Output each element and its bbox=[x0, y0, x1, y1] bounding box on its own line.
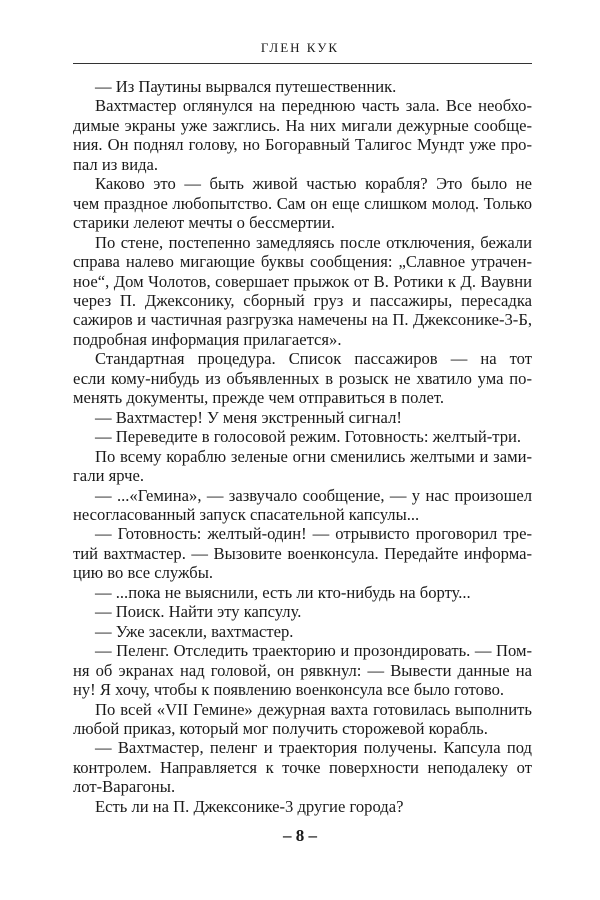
paragraph bbox=[73, 738, 532, 796]
text-line: — Готовность: желтый-один! — отрывисто проговорил тре- bbox=[95, 524, 532, 544]
text-line: старики лелеют мечты о бессмертии. bbox=[73, 213, 335, 233]
text-line: — Вахтмастер! У меня экстренный сигнал! bbox=[95, 407, 402, 427]
text-line: Каково это — быть живой частью корабля? Это было не bbox=[95, 174, 532, 194]
text-line: — Пеленг. Отследить траекторию и прозондировать. — Пом- bbox=[95, 641, 532, 661]
paragraph bbox=[73, 700, 532, 739]
text-line: — ...пока не выяснили, есть ли кто-нибудь на борту... bbox=[95, 582, 471, 602]
text-line: пал из вида. bbox=[73, 154, 159, 174]
text-line: справа налево мигающие буквы сообщения: „Славное утрачен- bbox=[73, 252, 532, 272]
text-line: По стене, постепенно замедляясь после отключения, бежали bbox=[95, 232, 532, 252]
text-line: — Уже засекли, вахтмастер. bbox=[95, 621, 294, 641]
text-line: тий вахтмастер. — Вызовите военконсула. Передайте информа- bbox=[73, 543, 532, 563]
text-line: Стандартная процедура. Список пассажиров — на тот bbox=[95, 349, 532, 369]
text-line: цию во все службы. bbox=[73, 563, 214, 583]
text-line: ну! Я хочу, чтобы к появлению военконсула все было готово. bbox=[73, 680, 505, 700]
text-line: Есть ли на П. Джексонике-3 другие города? bbox=[95, 796, 404, 816]
running-header: ГЛЕН КУК bbox=[260, 40, 340, 55]
paragraph bbox=[73, 96, 532, 174]
text-line: — Переведите в голосовой режим. Готовность: желтый-три. bbox=[95, 427, 522, 447]
text-line: чем праздное любопытство. Сам он еще слишком молод. Только bbox=[73, 193, 532, 213]
text-line: — ...«Гемина», — зазвучало сообщение, — у нас произошел bbox=[95, 485, 532, 505]
paragraph bbox=[73, 174, 532, 232]
text-line: сажиров и частичная разгрузка намечены на П. Джексонике-3-Б, bbox=[73, 310, 532, 330]
text-line: гали ярче. bbox=[73, 466, 145, 486]
paragraph bbox=[73, 349, 532, 407]
paragraph bbox=[73, 408, 532, 427]
text-line: — Из Паутины вырвался путешественник. bbox=[95, 77, 397, 96]
text-line: — Поиск. Найти эту капсулу. bbox=[95, 602, 302, 622]
text-line: Вахтмастер оглянулся на переднюю часть зала. Все необхо- bbox=[95, 96, 532, 116]
text-line: димые экраны уже зажглись. На них мигали дежурные сообще- bbox=[73, 115, 532, 135]
text-line: ное“, Дом Чолотов, совершает прыжок от В. Ротики к Д. Ваувни bbox=[73, 271, 532, 291]
text-line: лот-Варагоны. bbox=[73, 777, 176, 797]
paragraph bbox=[73, 622, 532, 641]
paragraph bbox=[73, 233, 532, 350]
text-line: По всему кораблю зеленые огни сменились желтыми и зами- bbox=[95, 446, 532, 466]
paragraph bbox=[73, 486, 532, 525]
text-line: если кому-нибудь из объявленных в розыск не хватило ума по- bbox=[73, 368, 532, 388]
text-line: менять документы, прежде чем отправиться в полет. bbox=[73, 388, 445, 408]
body-text bbox=[73, 77, 532, 816]
paragraph bbox=[73, 641, 532, 699]
paragraph bbox=[73, 602, 532, 621]
header-rule bbox=[73, 63, 532, 64]
text-line: По всей «VII Гемине» дежурная вахта готовилась выполнить bbox=[95, 699, 532, 719]
text-line: через П. Джексонику, сборный груз и пассажиры, пересадка bbox=[73, 290, 532, 310]
text-line: ня об экранах над головой, он рявкнул: — Вывести данные на bbox=[73, 660, 532, 680]
text-line: контролем. Направляется к точке поверхности неподалеку от bbox=[73, 757, 532, 777]
paragraph bbox=[73, 77, 532, 96]
paragraph bbox=[73, 797, 532, 816]
text-line: несогласованный запуск спасательной капсулы... bbox=[73, 504, 420, 524]
text-line: любой приказ, который мог получить сторожевой корабль. bbox=[73, 718, 488, 738]
paragraph bbox=[73, 524, 532, 582]
text-line: ния. Он поднял голову, но Богоравный Талигос Мундт уже про- bbox=[73, 135, 532, 155]
paragraph bbox=[73, 447, 532, 486]
page-number: – 8 – bbox=[283, 826, 317, 845]
text-line: — Вахтмастер, пеленг и траектория получены. Капсула под bbox=[95, 738, 532, 758]
paragraph bbox=[73, 583, 532, 602]
text-line: подробная информация прилагается». bbox=[73, 329, 342, 349]
paragraph bbox=[73, 427, 532, 446]
